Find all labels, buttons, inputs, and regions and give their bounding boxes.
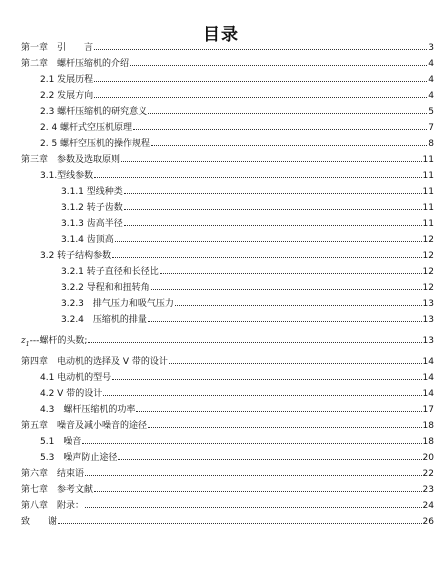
toc-entry-page: 13 — [422, 315, 434, 325]
toc-entry[interactable] — [61, 185, 434, 198]
toc-entry[interactable] — [61, 233, 434, 246]
toc-entry-label: 3.1.型线参数 — [40, 171, 94, 181]
dot-leader — [118, 451, 421, 460]
toc-entry-page: 7 — [428, 123, 434, 133]
toc-entry-page: 5 — [428, 107, 434, 117]
toc-entry-page: 11 — [422, 171, 434, 181]
toc-entry[interactable] — [21, 515, 434, 528]
toc-entry-page: 11 — [422, 187, 434, 197]
dot-leader — [169, 355, 422, 364]
dot-leader — [115, 233, 422, 242]
toc-entry-label: 第三章 参数及选取原则 — [21, 155, 121, 165]
toc-entry[interactable] — [40, 169, 434, 182]
toc-entry-page: 14 — [422, 357, 434, 367]
toc-entry[interactable] — [40, 73, 434, 86]
toc-entry-page: 13 — [422, 299, 434, 309]
toc-entry[interactable] — [21, 499, 434, 512]
toc-entry[interactable] — [21, 57, 434, 70]
toc-entry-label: 5.1 噪音 — [40, 437, 82, 447]
toc-entry[interactable] — [61, 281, 434, 294]
dot-leader — [112, 249, 421, 258]
toc-entry-page: 12 — [422, 251, 434, 261]
toc-entry-label: 3.2 转子结构参数 — [40, 251, 112, 261]
toc-entry-label: ---螺杆的头数; — [29, 336, 88, 346]
toc-entry-page: 11 — [422, 219, 434, 229]
toc-entry-label: 5.3 噪声防止途径 — [40, 453, 118, 463]
toc-entry[interactable] — [40, 249, 434, 262]
dot-leader — [124, 201, 422, 210]
dot-leader — [124, 185, 422, 194]
toc-entry[interactable] — [40, 89, 434, 102]
dot-leader — [88, 334, 421, 343]
toc-entry-page: 12 — [422, 283, 434, 293]
toc-entry[interactable] — [40, 371, 434, 384]
toc-entry-page: 18 — [422, 437, 434, 447]
toc-entry[interactable] — [21, 41, 434, 54]
formula-symbol: $z_1$ — [21, 336, 30, 348]
toc-entry-page: 13 — [422, 336, 434, 346]
toc-entry-label: 3.1.1 型线种类 — [61, 187, 123, 197]
toc-entry-label: 3.2.2 导程和和扭转角 — [61, 283, 150, 293]
toc-entry[interactable] — [40, 387, 434, 400]
dot-leader — [148, 313, 422, 322]
toc-entry-label: 4.2 V 带的设计 — [40, 389, 103, 399]
toc-entry-label: 2.2 发展方向 — [40, 91, 94, 101]
dot-leader — [94, 89, 427, 98]
toc-entry[interactable] — [21, 334, 434, 351]
toc-entry[interactable] — [40, 451, 434, 464]
toc-entry-page: 17 — [422, 405, 434, 415]
toc-entry[interactable] — [40, 403, 434, 416]
dot-leader — [94, 169, 421, 178]
toc-entry-label: 4.3 螺杆压缩机的功率 — [40, 405, 136, 415]
toc-entry-label: 2. 5 螺杆空压机的操作规程 — [40, 139, 151, 149]
toc-entry-label: 第二章 螺杆压缩机的介绍 — [21, 59, 130, 69]
toc-entry-page: 12 — [422, 235, 434, 245]
toc-entry-page: 11 — [422, 155, 434, 165]
dot-leader — [151, 137, 427, 146]
toc-entry-label: 3.2.1 转子直径和长径比 — [61, 267, 159, 277]
toc-entry-page: 18 — [422, 421, 434, 431]
toc-entry[interactable] — [21, 467, 434, 480]
toc-entry-label: 第六章 结束语 — [21, 469, 85, 479]
toc-entry-label: 2. 4 螺杆式空压机原理 — [40, 123, 133, 133]
dot-leader — [130, 57, 427, 66]
toc-entry-page: 8 — [428, 139, 434, 149]
toc-entry-label: 3.1.3 齿高半径 — [61, 219, 123, 229]
toc-entry[interactable] — [61, 297, 434, 310]
toc-entry-page: 3 — [428, 43, 434, 53]
dot-leader — [133, 121, 427, 130]
toc-entry-page: 12 — [422, 267, 434, 277]
toc-entry-page: 4 — [428, 91, 434, 101]
dot-leader — [82, 435, 421, 444]
toc-entry-page: 23 — [422, 485, 434, 495]
dot-leader — [136, 403, 421, 412]
dot-leader — [148, 419, 422, 428]
toc-entry[interactable] — [40, 105, 434, 118]
dot-leader — [112, 371, 421, 380]
page-title: 目录 — [203, 25, 239, 45]
toc-entry-page: 22 — [422, 469, 434, 479]
toc-entry-label: 3.2.3 排气压力和吸气压力 — [61, 299, 174, 309]
dot-leader — [58, 515, 422, 524]
toc-entry[interactable] — [21, 419, 434, 432]
toc-entry-label: 2.3 螺杆压缩机的研究意义 — [40, 107, 148, 117]
toc-entry-page: 11 — [422, 203, 434, 213]
toc-entry[interactable] — [21, 153, 434, 166]
toc-entry[interactable] — [61, 201, 434, 214]
dot-leader — [94, 483, 422, 492]
dot-leader — [85, 499, 422, 508]
toc-entry-page: 20 — [422, 453, 434, 463]
toc-entry-page: 26 — [422, 517, 434, 527]
dot-leader — [124, 217, 422, 226]
toc-entry-label: 3.1.2 转子齿数 — [61, 203, 123, 213]
toc-entry[interactable] — [40, 121, 434, 134]
toc-entry-label: 第一章 引 言 — [21, 43, 94, 53]
dot-leader — [148, 105, 427, 114]
toc-entry[interactable] — [61, 217, 434, 230]
toc-entry-label: 第七章 参考文献 — [21, 485, 94, 495]
dot-leader — [94, 41, 427, 50]
toc-entry-page: 14 — [422, 389, 434, 399]
dot-leader — [175, 297, 422, 306]
dot-leader — [103, 387, 421, 396]
dot-leader — [85, 467, 422, 476]
dot-leader — [94, 73, 427, 82]
toc-entry-page: 14 — [422, 373, 434, 383]
toc-entry-label: 3.2.4 压缩机的排量 — [61, 315, 147, 325]
dot-leader — [151, 281, 422, 290]
toc-entry-page: 4 — [428, 75, 434, 85]
toc-entry-page: 24 — [422, 501, 434, 511]
dot-leader — [160, 265, 422, 274]
toc-entry[interactable] — [21, 483, 434, 496]
toc-entry-label: 第八章 附录： — [21, 501, 85, 511]
toc-entry-page: 4 — [428, 59, 434, 69]
toc-entry-label: 4.1 电动机的型号 — [40, 373, 112, 383]
toc-entry-label: 2.1 发展历程 — [40, 75, 94, 85]
toc-entry[interactable] — [61, 313, 434, 326]
toc-entry[interactable] — [40, 137, 434, 150]
toc-entry-label: 第五章 噪音及减小噪音的途径 — [21, 421, 148, 431]
toc-entry[interactable] — [61, 265, 434, 278]
toc-entry[interactable] — [21, 355, 434, 368]
dot-leader — [121, 153, 422, 162]
toc-entry-label: 第四章 电动机的选择及 V 带的设计 — [21, 357, 168, 367]
toc-entry[interactable] — [40, 435, 434, 448]
toc-entry-label: 致 谢 — [21, 517, 58, 527]
toc-entry-label: 3.1.4 齿顶高 — [61, 235, 114, 245]
